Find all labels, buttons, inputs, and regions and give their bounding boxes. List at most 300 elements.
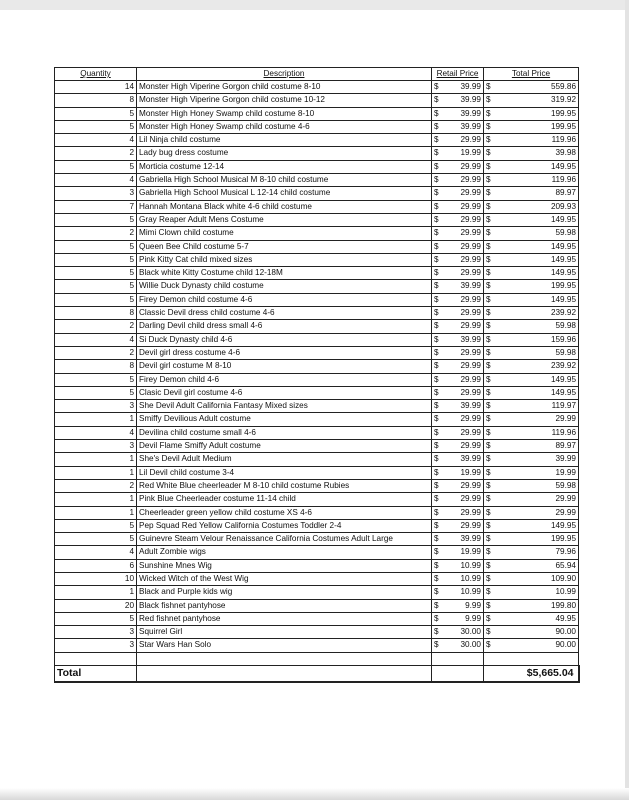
total-price-cell <box>484 493 579 506</box>
retail-price-cell <box>432 586 484 599</box>
description-cell: Queen Bee Child costume 5-7 <box>137 240 432 253</box>
description-cell: Lady bug dress costume <box>137 147 432 160</box>
table-row <box>55 519 579 532</box>
amount: 29.99 <box>460 347 481 357</box>
quantity-cell: 2 <box>55 320 137 333</box>
currency-symbol: $ <box>486 494 491 504</box>
table-row <box>55 134 579 147</box>
retail-price-cell <box>432 187 484 200</box>
description-cell: Cheerleader green yellow child costume XS 4-6 <box>137 506 432 519</box>
amount: 59.98 <box>555 228 576 238</box>
description-cell: Monster High Viperine Gorgon child costume 10-12 <box>137 94 432 107</box>
total-price-cell <box>484 174 579 187</box>
currency-symbol: $ <box>486 640 491 650</box>
description-cell: Monster High Honey Swamp child costume 4-6 <box>137 120 432 133</box>
quantity-cell: 2 <box>55 346 137 359</box>
currency-symbol: $ <box>486 507 491 517</box>
total-price-cell <box>484 333 579 346</box>
currency-symbol: $ <box>486 214 491 224</box>
currency-symbol: $ <box>486 467 491 477</box>
amount: 109.90 <box>550 573 576 583</box>
table-row <box>55 346 579 359</box>
amount: 209.93 <box>550 201 576 211</box>
currency-symbol: $ <box>434 95 439 105</box>
currency-symbol: $ <box>434 427 439 437</box>
currency-symbol: $ <box>486 175 491 185</box>
table-row <box>55 626 579 639</box>
table-row <box>55 360 579 373</box>
amount: 29.99 <box>460 441 481 451</box>
amount: 29.99 <box>460 135 481 145</box>
quantity-cell: 4 <box>55 174 137 187</box>
description-cell: Red White Blue cheerleader M 8-10 child costume Rubies <box>137 479 432 492</box>
amount: 65.94 <box>555 560 576 570</box>
description-cell: Adult Zombie wigs <box>137 546 432 559</box>
description-cell: She Devil Adult California Fantasy Mixed sizes <box>137 400 432 413</box>
description-cell: Black white Kitty Costume child 12-18M <box>137 267 432 280</box>
blank-row <box>55 652 579 666</box>
total-price-cell <box>484 240 579 253</box>
description-cell: Devilina child costume small 4-6 <box>137 426 432 439</box>
currency-symbol: $ <box>434 560 439 570</box>
currency-symbol: $ <box>434 640 439 650</box>
quantity-cell: 5 <box>55 612 137 625</box>
quantity-cell: 10 <box>55 572 137 585</box>
quantity-cell: 8 <box>55 94 137 107</box>
table-row <box>55 639 579 652</box>
amount: 59.98 <box>555 347 576 357</box>
quantity-cell: 20 <box>55 599 137 612</box>
total-price-cell <box>484 626 579 639</box>
currency-symbol: $ <box>434 281 439 291</box>
total-price-cell <box>484 81 579 94</box>
amount: 59.98 <box>555 480 576 490</box>
description-cell: Monster High Viperine Gorgon child costume 8-10 <box>137 81 432 94</box>
quantity-cell: 5 <box>55 107 137 120</box>
total-price-cell <box>484 160 579 173</box>
description-cell: She's Devil Adult Medium <box>137 453 432 466</box>
currency-symbol: $ <box>486 228 491 238</box>
table-row <box>55 466 579 479</box>
quantity-cell: 4 <box>55 426 137 439</box>
currency-symbol: $ <box>434 228 439 238</box>
total-price-cell <box>484 546 579 559</box>
total-price-cell <box>484 360 579 373</box>
description-cell: Hannah Montana Black white 4-6 child costume <box>137 200 432 213</box>
amount: 119.96 <box>551 135 576 145</box>
quantity-cell: 4 <box>55 134 137 147</box>
amount: 149.95 <box>550 268 576 278</box>
quantity-cell: 6 <box>55 559 137 572</box>
table-row <box>55 227 579 240</box>
retail-price-cell <box>432 200 484 213</box>
currency-symbol: $ <box>486 135 491 145</box>
table-row <box>55 386 579 399</box>
description-cell: Si Duck Dynasty child 4-6 <box>137 333 432 346</box>
quantity-cell: 5 <box>55 120 137 133</box>
currency-symbol: $ <box>434 414 439 424</box>
amount: 39.99 <box>460 121 481 131</box>
amount: 149.95 <box>550 374 576 384</box>
currency-symbol: $ <box>434 161 439 171</box>
quantity-cell: 3 <box>55 440 137 453</box>
amount: 199.95 <box>550 121 576 131</box>
amount: 239.92 <box>550 361 576 371</box>
total-price-cell <box>484 94 579 107</box>
retail-price-cell <box>432 426 484 439</box>
description-cell: Lil Ninja child costume <box>137 134 432 147</box>
currency-symbol: $ <box>486 627 491 637</box>
quantity-cell: 5 <box>55 519 137 532</box>
currency-symbol: $ <box>434 480 439 490</box>
currency-symbol: $ <box>486 108 491 118</box>
table-row <box>55 453 579 466</box>
quantity-cell: 5 <box>55 293 137 306</box>
quantity-cell: 5 <box>55 386 137 399</box>
table-row <box>55 559 579 572</box>
amount: 10.99 <box>460 587 481 597</box>
currency-symbol: $ <box>434 534 439 544</box>
amount: 10.99 <box>460 560 481 570</box>
table-row <box>55 546 579 559</box>
retail-price-cell <box>432 240 484 253</box>
quantity-cell: 3 <box>55 626 137 639</box>
retail-price-cell <box>432 267 484 280</box>
quantity-cell: 3 <box>55 639 137 652</box>
total-price-cell <box>484 612 579 625</box>
table-row <box>55 174 579 187</box>
retail-price-cell <box>432 533 484 546</box>
description-cell: Monster High Honey Swamp child costume 8-10 <box>137 107 432 120</box>
retail-price-cell <box>432 546 484 559</box>
retail-price-cell <box>432 280 484 293</box>
quantity-cell: 1 <box>55 493 137 506</box>
retail-price-cell <box>432 293 484 306</box>
retail-price-cell <box>432 307 484 320</box>
amount: 319.92 <box>550 95 576 105</box>
retail-price-header: Retail Price <box>432 68 484 81</box>
total-price-cell <box>484 572 579 585</box>
quantity-cell: 5 <box>55 280 137 293</box>
photo-bottom-edge <box>0 788 629 800</box>
quantity-cell: 3 <box>55 400 137 413</box>
table-row <box>55 320 579 333</box>
amount: 90.00 <box>555 640 576 650</box>
amount: 199.95 <box>550 281 576 291</box>
currency-symbol: $ <box>486 281 491 291</box>
table-row <box>55 280 579 293</box>
total-price-cell <box>484 280 579 293</box>
description-cell: Pink Kitty Cat child mixed sizes <box>137 253 432 266</box>
amount: 159.96 <box>550 334 576 344</box>
description-cell: Pink Blue Cheerleader costume 11-14 child <box>137 493 432 506</box>
amount: 29.99 <box>555 414 576 424</box>
currency-symbol: $ <box>486 321 491 331</box>
total-price-cell <box>484 533 579 546</box>
description-cell: Black and Purple kids wig <box>137 586 432 599</box>
description-cell: Squirrel Girl <box>137 626 432 639</box>
amount: 119.96 <box>551 175 576 185</box>
description-cell: Devil girl dress costume 4-6 <box>137 346 432 359</box>
amount: 9.99 <box>465 613 481 623</box>
table-row <box>55 187 579 200</box>
currency-symbol: $ <box>434 613 439 623</box>
amount: 10.99 <box>460 573 481 583</box>
quantity-cell: 8 <box>55 307 137 320</box>
amount: 119.96 <box>551 427 576 437</box>
quantity-cell: 2 <box>55 479 137 492</box>
table-row <box>55 333 579 346</box>
table-row <box>55 506 579 519</box>
quantity-cell: 5 <box>55 373 137 386</box>
currency-symbol: $ <box>486 573 491 583</box>
amount: 39.99 <box>460 108 481 118</box>
amount: 199.95 <box>550 534 576 544</box>
photo-top-edge <box>0 0 629 10</box>
retail-price-cell <box>432 360 484 373</box>
amount: 29.99 <box>460 254 481 264</box>
description-cell: Gray Reaper Adult Mens Costume <box>137 213 432 226</box>
description-cell: Devil Flame Smiffy Adult costume <box>137 440 432 453</box>
amount: 39.99 <box>555 454 576 464</box>
amount: 9.99 <box>465 600 481 610</box>
total-price-cell <box>484 134 579 147</box>
currency-symbol: $ <box>434 507 439 517</box>
currency-symbol: $ <box>434 467 439 477</box>
currency-symbol: $ <box>434 587 439 597</box>
amount: 39.99 <box>460 454 481 464</box>
table-row <box>55 120 579 133</box>
description-cell: Lil Devil child costume 3-4 <box>137 466 432 479</box>
description-cell: Sunshine Mnes Wig <box>137 559 432 572</box>
amount: 199.80 <box>550 600 576 610</box>
total-price-cell <box>484 386 579 399</box>
currency-symbol: $ <box>486 613 491 623</box>
amount: 29.99 <box>460 294 481 304</box>
quantity-header: Quantity <box>55 68 137 81</box>
description-cell: Red fishnet pantyhose <box>137 612 432 625</box>
amount: 29.99 <box>460 175 481 185</box>
total-price-cell <box>484 466 579 479</box>
quantity-cell: 8 <box>55 360 137 373</box>
currency-symbol: $ <box>434 188 439 198</box>
currency-symbol: $ <box>486 254 491 264</box>
description-cell: Mimi Clown child costume <box>137 227 432 240</box>
currency-symbol: $ <box>434 214 439 224</box>
currency-symbol: $ <box>486 82 491 91</box>
currency-symbol: $ <box>434 520 439 530</box>
currency-symbol: $ <box>486 520 491 530</box>
currency-symbol: $ <box>486 387 491 397</box>
quantity-cell: 4 <box>55 546 137 559</box>
quantity-cell: 5 <box>55 160 137 173</box>
amount: 149.95 <box>550 214 576 224</box>
amount: 39.99 <box>460 334 481 344</box>
amount: 49.95 <box>555 613 576 623</box>
amount: 90.00 <box>555 627 576 637</box>
total-price-cell <box>484 107 579 120</box>
amount: 19.99 <box>460 148 481 158</box>
retail-price-cell <box>432 373 484 386</box>
retail-price-cell <box>432 346 484 359</box>
table-row <box>55 240 579 253</box>
amount: 29.99 <box>460 308 481 318</box>
retail-price-cell <box>432 147 484 160</box>
description-cell: Darling Devil child dress small 4-6 <box>137 320 432 333</box>
quantity-cell: 4 <box>55 333 137 346</box>
total-price-cell <box>484 599 579 612</box>
currency-symbol: $ <box>486 480 491 490</box>
amount: 29.99 <box>460 268 481 278</box>
amount: 149.95 <box>550 161 576 171</box>
amount: 39.99 <box>460 534 481 544</box>
quantity-cell: 2 <box>55 147 137 160</box>
currency-symbol: $ <box>486 268 491 278</box>
table-row <box>55 533 579 546</box>
currency-symbol: $ <box>486 121 491 131</box>
amount: 149.95 <box>550 387 576 397</box>
total-price-cell <box>484 453 579 466</box>
amount: 89.97 <box>555 188 576 198</box>
table-row <box>55 413 579 426</box>
retail-price-cell <box>432 320 484 333</box>
description-cell: Gabriella High School Musical M 8-10 child costume <box>137 174 432 187</box>
table-row <box>55 479 579 492</box>
retail-price-cell <box>432 639 484 652</box>
amount: 29.99 <box>460 201 481 211</box>
retail-price-cell <box>432 134 484 147</box>
currency-symbol: $ <box>486 600 491 610</box>
currency-symbol: $ <box>434 241 439 251</box>
currency-symbol: $ <box>434 108 439 118</box>
currency-symbol: $ <box>434 321 439 331</box>
description-cell: Star Wars Han Solo <box>137 639 432 652</box>
currency-symbol: $ <box>486 201 491 211</box>
amount: 39.98 <box>555 148 576 158</box>
retail-price-cell <box>432 94 484 107</box>
amount: 10.99 <box>555 587 576 597</box>
currency-symbol: $ <box>486 374 491 384</box>
total-price-cell <box>484 440 579 453</box>
total-price-cell <box>484 559 579 572</box>
currency-symbol: $ <box>486 188 491 198</box>
table-row <box>55 200 579 213</box>
table-row <box>55 426 579 439</box>
retail-price-cell <box>432 227 484 240</box>
retail-price-cell <box>432 107 484 120</box>
quantity-cell: 3 <box>55 187 137 200</box>
quantity-cell: 5 <box>55 533 137 546</box>
total-price-cell <box>484 519 579 532</box>
currency-symbol: $ <box>486 414 491 424</box>
table-row <box>55 81 579 94</box>
currency-symbol: $ <box>486 95 491 105</box>
total-price-cell <box>484 506 579 519</box>
amount: 19.99 <box>460 547 481 557</box>
quantity-cell: 1 <box>55 466 137 479</box>
description-cell: Classic Devil dress child costume 4-6 <box>137 307 432 320</box>
quantity-cell: 7 <box>55 200 137 213</box>
total-price-cell <box>484 413 579 426</box>
amount: 149.95 <box>550 241 576 251</box>
retail-price-cell <box>432 626 484 639</box>
retail-price-cell <box>432 559 484 572</box>
amount: 29.99 <box>460 414 481 424</box>
table-row <box>55 94 579 107</box>
description-cell: Firey Demon child 4-6 <box>137 373 432 386</box>
currency-symbol: $ <box>486 361 491 371</box>
retail-price-cell <box>432 253 484 266</box>
total-price-cell <box>484 120 579 133</box>
table-body <box>55 81 579 653</box>
table-row <box>55 373 579 386</box>
amount: 59.98 <box>555 321 576 331</box>
total-price-cell <box>484 479 579 492</box>
table-row <box>55 147 579 160</box>
table-row <box>55 612 579 625</box>
amount: 149.95 <box>550 520 576 530</box>
total-price-cell <box>484 227 579 240</box>
currency-symbol: $ <box>434 627 439 637</box>
amount: 39.99 <box>460 95 481 105</box>
retail-price-cell <box>432 333 484 346</box>
currency-symbol: $ <box>434 441 439 451</box>
currency-symbol: $ <box>434 547 439 557</box>
table-row <box>55 586 579 599</box>
amount: 30.00 <box>460 640 481 650</box>
quantity-cell: 5 <box>55 213 137 226</box>
description-cell: Morticia costume 12-14 <box>137 160 432 173</box>
quantity-cell: 5 <box>55 267 137 280</box>
currency-symbol: $ <box>486 587 491 597</box>
total-price-cell <box>484 346 579 359</box>
quantity-cell: 1 <box>55 506 137 519</box>
total-price-cell <box>484 373 579 386</box>
amount: 559.86 <box>550 82 576 91</box>
currency-symbol: $ <box>486 401 491 411</box>
retail-price-cell <box>432 413 484 426</box>
header-row <box>55 68 579 81</box>
table-row <box>55 293 579 306</box>
amount: 19.99 <box>555 467 576 477</box>
currency-symbol: $ <box>486 334 491 344</box>
retail-price-cell <box>432 506 484 519</box>
table-row <box>55 107 579 120</box>
amount: 119.97 <box>551 401 576 411</box>
amount: 29.99 <box>460 507 481 517</box>
amount: 149.95 <box>550 294 576 304</box>
total-label: Total <box>55 666 137 683</box>
amount: 29.99 <box>460 161 481 171</box>
description-cell: Guinevre Steam Velour Renaissance California Costumes Adult Large <box>137 533 432 546</box>
amount: 89.97 <box>555 441 576 451</box>
quantity-cell: 14 <box>55 81 137 94</box>
table-row <box>55 400 579 413</box>
table-row <box>55 493 579 506</box>
currency-symbol: $ <box>434 454 439 464</box>
amount: 39.99 <box>460 82 481 91</box>
amount: 19.99 <box>460 467 481 477</box>
photo-right-edge <box>625 0 629 800</box>
retail-price-cell <box>432 386 484 399</box>
amount: 29.99 <box>460 188 481 198</box>
quantity-cell: 1 <box>55 586 137 599</box>
description-cell: Wicked Witch of the West Wig <box>137 572 432 585</box>
description-cell: Black fishnet pantyhose <box>137 599 432 612</box>
currency-symbol: $ <box>486 347 491 357</box>
total-price-cell <box>484 147 579 160</box>
total-price-cell <box>484 200 579 213</box>
